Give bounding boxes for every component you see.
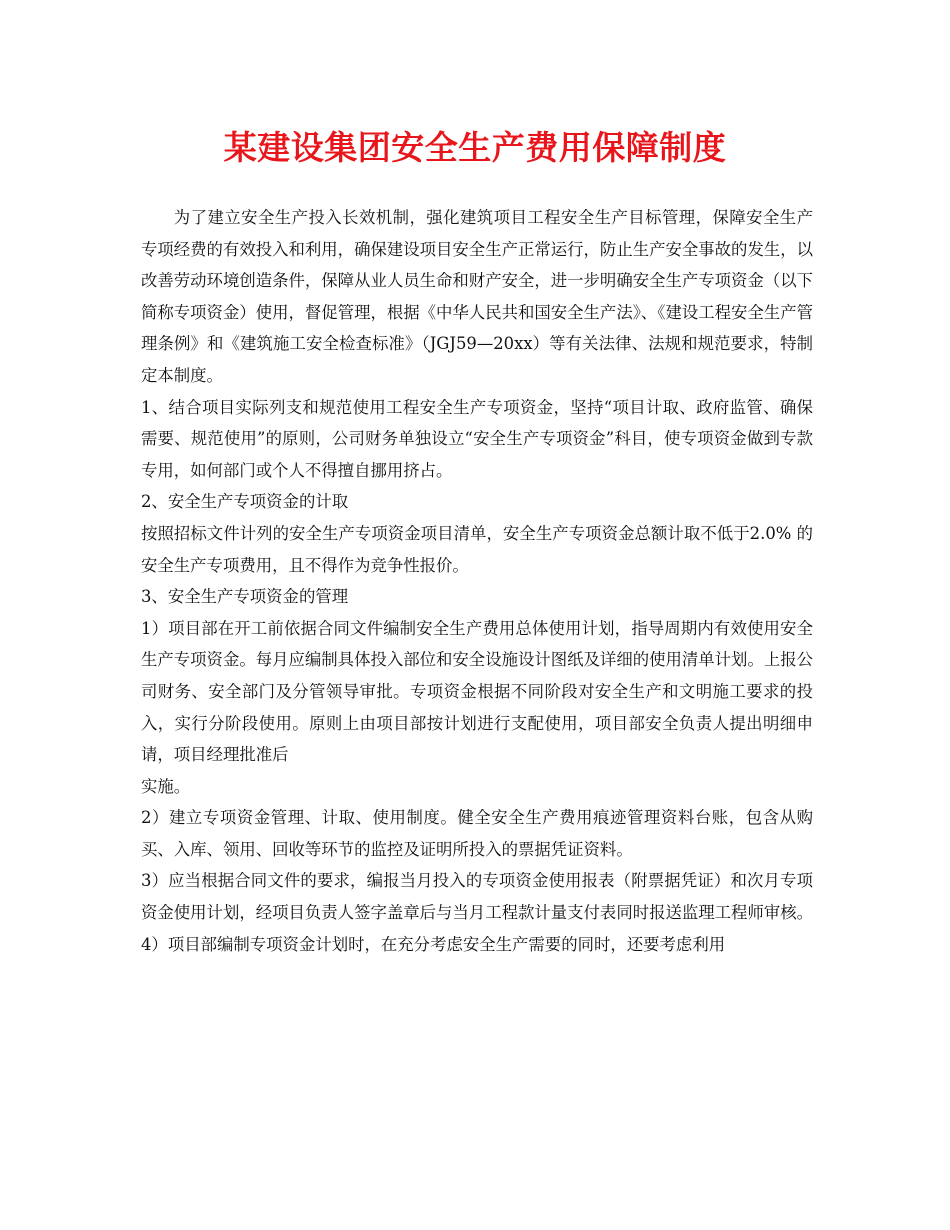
- paragraph-intro: 为了建立安全生产投入长效机制，强化建筑项目工程安全生产目标管理，保障安全生产专项经费的有效投入和利用，确保建设项目安全生产正常运行，防止生产安全事故的发生，以改善劳动环境创造条件，保障从业人员生命和财产安全，进一步明确安全生产专项资金（以下简称专项资金）使用，督促管理，根据《中华人民共和国安全生产法》、《建设工程安全生产管理条例》和《建筑施工安全检查标准》（JGJ59—20xx）等有关法律、法规和规范要求，特制定本制度。: [141, 208, 814, 385]
- paragraph-item-3-1: 1）项目部在开工前依据合同文件编制安全生产费用总体使用计划，指导周期内有效使用安全生产专项资金。每月应编制具体投入部位和安全设施设计图纸及详细的使用清单计划。上报公司财务、安全部门及分管领导审批。专项资金根据不同阶段对安全生产和文明施工要求的投入，实行分阶段使用。原则上由项目部按计划进行支配使用，项目部安全负责人提出明细申请，项目经理批准后: [141, 618, 814, 765]
- document-body: [141, 202, 813, 960]
- section-heading-2: 2、安全生产专项资金的计取: [141, 492, 349, 512]
- paragraph-item-3-1-continued: 实施。: [141, 776, 191, 796]
- paragraph-item-1: 1、结合项目实际列支和规范使用工程安全生产专项资金，坚持“项目计取、政府监管、确保需要、规范使用”的原则，公司财务单独设立“安全生产专项资金”科目，使专项资金做到专款专用，如何部门或个人不得擅自挪用挤占。: [141, 397, 813, 480]
- paragraph-item-2: 按照招标文件计列的安全生产专项资金项目清单，安全生产专项资金总额计取不低于2.0% 的安全生产专项费用，且不得作为竞争性报价。: [141, 523, 813, 575]
- section-heading-3: 3、安全生产专项资金的管理: [141, 587, 349, 607]
- paragraph-item-3-2: 2）建立专项资金管理、计取、使用制度。健全安全生产费用痕迹管理资料台账，包含从购买、入库、领用、回收等环节的监控及证明所投入的票据凭证资料。: [141, 808, 813, 859]
- paragraph-item-3-4: 4）项目部编制专项资金计划时，在充分考虑安全生产需要的同时，还要考虑利用: [141, 934, 726, 954]
- document-title: 某建设集团安全生产费用保障制度: [223, 128, 727, 167]
- paragraph-item-3-3: 3）应当根据合同文件的要求，编报当月投入的专项资金使用报表（附票据凭证）和次月专项资金使用计划，经项目负责人签字盖章后与当月工程款计量支付表同时报送监理工程师审核。: [141, 871, 814, 923]
